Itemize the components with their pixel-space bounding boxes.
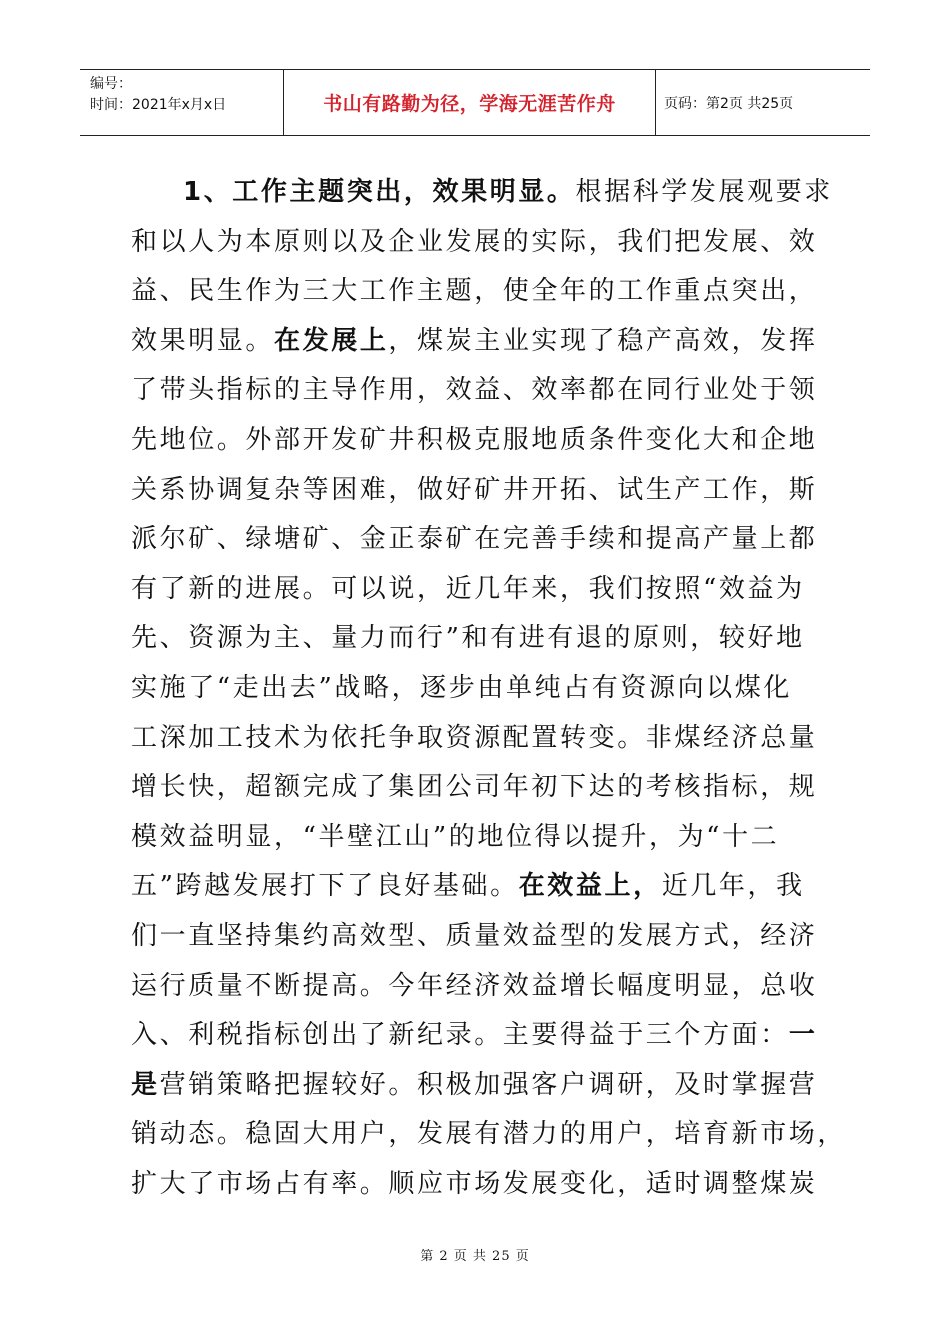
body-line: 先、资源为主、量力而行”和有进有退的原则，较好地 [131,623,805,654]
body-text: 效果明显。 [131,325,275,356]
body-text: ，煤炭主业实现了稳产高效，发挥 [388,325,818,356]
document-body [131,168,847,1209]
header-page-info: 页码：第2页 共25页 [664,95,794,112]
body-line: 先地位。外部开发矿井积极克服地质条件变化大和企地 [131,424,818,455]
emphasis-text: 在效益上， [518,871,662,902]
document-number-label: 编号： [90,76,132,92]
body-line: 工深加工技术为依托争取资源配置转变。非煤经济总量 [131,722,818,753]
body-line: 了带头指标的主导作用，效益、效率都在同行业处于领 [131,375,818,406]
body-line: 们一直坚持集约高效型、质量效益型的发展方式，经济 [131,920,818,951]
body-line: 有了新的进展。可以说，近几年来，我们按照“效益为 [131,573,805,604]
body-line: 益、民生作为三大工作主题，使全年的工作重点突出， [131,276,818,307]
body-line: 实施了“走出去”战略，逐步由单纯占有资源向以煤化 [131,672,792,703]
page-footer [0,1245,950,1264]
body-line: 派尔矿、绿塘矿、金正泰矿在完善手续和提高产量上都 [131,524,818,555]
body-line [131,168,831,218]
emphasis-text: 在发展上 [274,325,389,356]
body-text: 五”跨越发展打下了良好基础。 [131,871,519,902]
header-page-info-cell [656,70,870,135]
body-line: 模效益明显，“半壁江山”的地位得以提升，为“十二 [131,821,780,852]
section-heading: 1、工作主题突出，效果明显。 [183,177,576,207]
body-text: 营销策略把握较好。积极加强客户调研，及时掌握营 [159,1069,818,1100]
body-line: 运行质量不断提高。今年经济效益增长幅度明显，总收 [131,970,818,1001]
body-line: 扩大了市场占有率。顺应市场发展变化，适时调整煤炭 [131,1168,818,1199]
body-line [131,862,831,912]
footer-page-number: 第 2 页 共 25 页 [420,1249,530,1264]
body-line [131,317,831,367]
emphasis-text: 一 [788,1020,818,1051]
body-line [131,1061,831,1111]
body-text: 近几年，我 [661,871,805,902]
body-line [131,1011,831,1061]
document-time-label: 时间：2021年x月x日 [90,97,227,113]
page-header [80,69,870,136]
body-line: 和以人为本原则以及企业发展的实际，我们把发展、效 [131,226,818,257]
body-text: 入、利税指标创出了新纪录。主要得益于三个方面： [131,1020,789,1051]
header-meta [80,70,283,135]
header-motto: 书山有路勤为径，学海无涯苦作舟 [323,93,616,115]
body-line: 销动态。稳固大用户，发展有潜力的用户，培育新市场， [131,1119,847,1150]
header-motto-cell [283,70,656,135]
body-line: 关系协调复杂等困难，做好矿井开拓、试生产工作，斯 [131,474,818,505]
emphasis-text: 是 [131,1069,160,1100]
body-line: 增长快，超额完成了集团公司年初下达的考核指标，规 [131,772,818,803]
body-text: 根据科学发展观要求 [575,177,833,207]
